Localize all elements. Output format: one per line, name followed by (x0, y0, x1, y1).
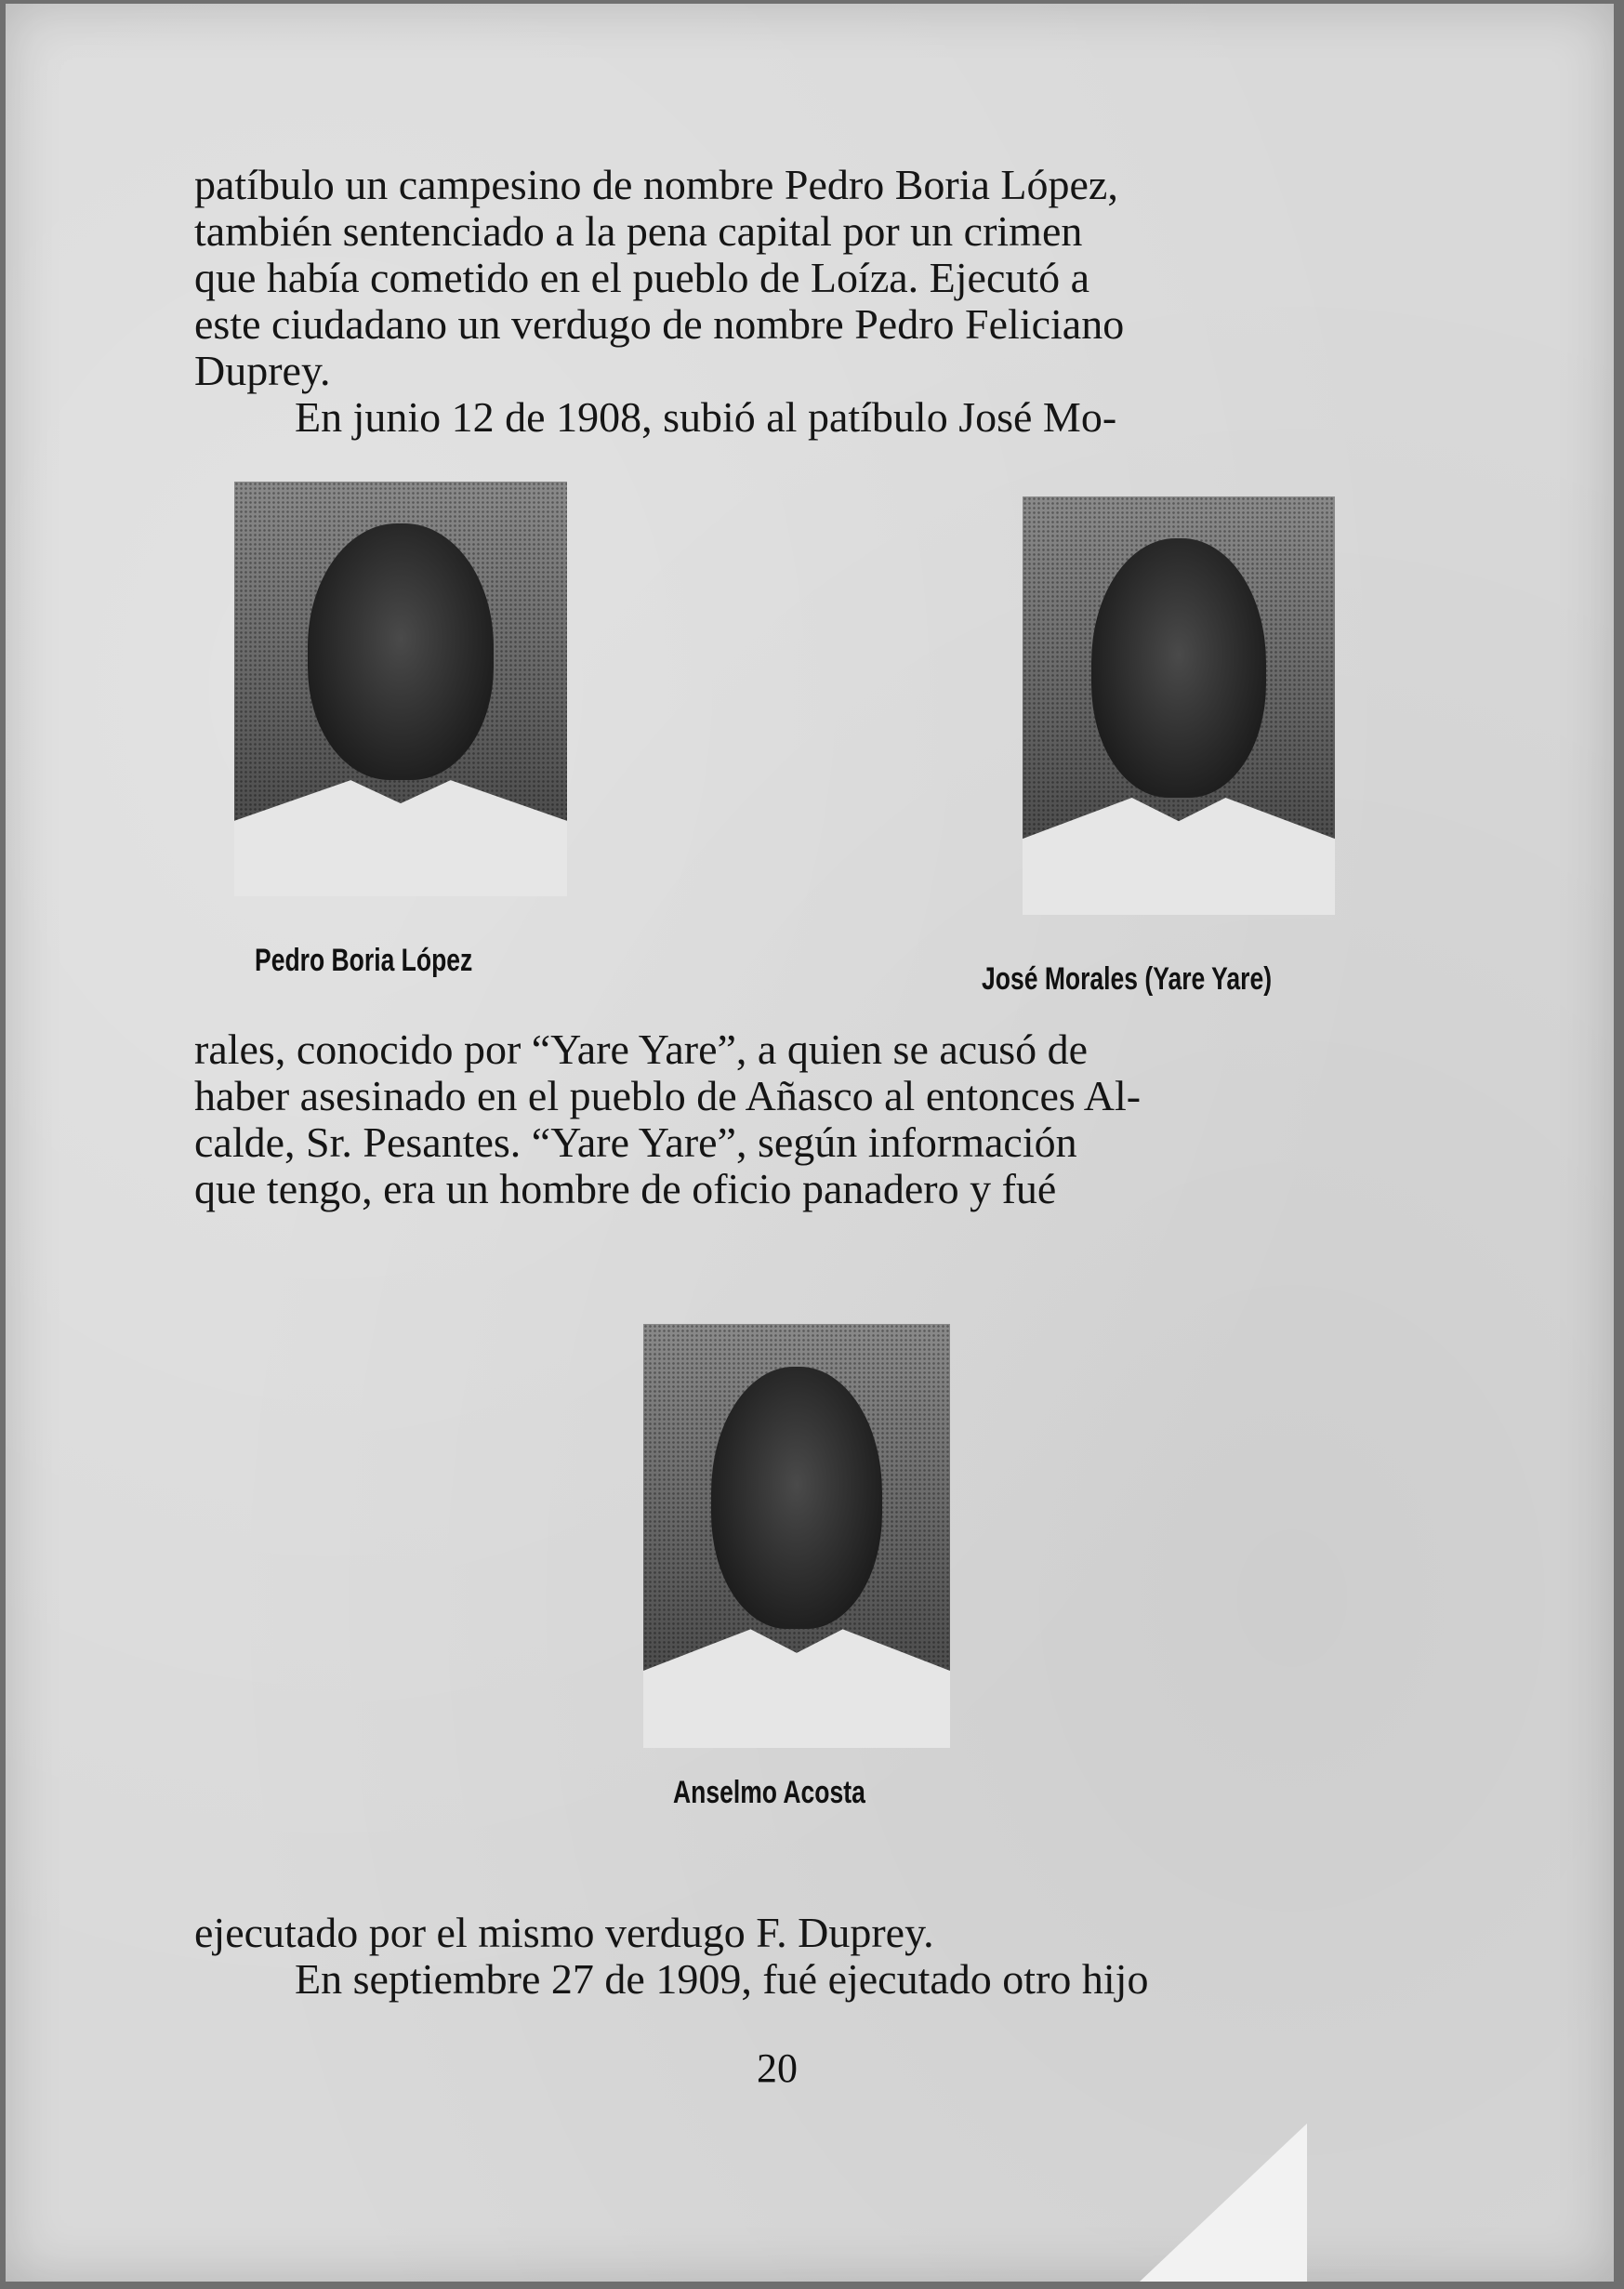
text-line: este ciudadano un verdugo de nombre Pedro Feliciano (194, 300, 1125, 348)
text-line: En septiembre 27 de 1909, fué ejecutado otro hijo (295, 1955, 1149, 2003)
text-paragraph-bottom (194, 1910, 1375, 2003)
portrait-head (308, 523, 494, 781)
portrait-shirt (234, 780, 567, 896)
text-line: también sentenciado a la pena capital por un crimen (194, 207, 1083, 255)
text-paragraph-top (194, 162, 1375, 441)
text-paragraph-middle (194, 1026, 1375, 1212)
photo-anselmo-acosta (643, 1324, 950, 1748)
text-line: que había cometido en el pueblo de Loíza. Ejecutó a (194, 254, 1090, 301)
portrait-head (1091, 538, 1266, 798)
photo-jose-morales (1023, 496, 1335, 915)
text-line: que tengo, era un hombre de oficio panadero y fué (194, 1165, 1057, 1212)
text-line: haber asesinado en el pueblo de Añasco al entonces Al- (194, 1072, 1142, 1119)
text-line: patíbulo un campesino de nombre Pedro Boria López, (194, 161, 1118, 208)
caption-pedro-boria-lopez: Pedro Boria López (255, 943, 473, 978)
torn-corner (1140, 2124, 1307, 2282)
caption-anselmo-acosta: Anselmo Acosta (673, 1775, 865, 1810)
portrait-shirt (643, 1629, 950, 1748)
text-line: ejecutado por el mismo verdugo F. Duprey. (194, 1909, 934, 1956)
book-page (6, 4, 1614, 2282)
text-line: Duprey. (194, 347, 331, 394)
photo-pedro-boria-lopez (234, 482, 567, 896)
caption-jose-morales: José Morales (Yare Yare) (982, 961, 1273, 997)
text-line: rales, conocido por “Yare Yare”, a quien se acusó de (194, 1025, 1089, 1073)
text-line: calde, Sr. Pesantes. “Yare Yare”, según información (194, 1118, 1077, 1166)
text-line: En junio 12 de 1908, subió al patíbulo José Mo- (295, 393, 1117, 441)
portrait-head (711, 1367, 883, 1630)
page-number: 20 (757, 2045, 798, 2091)
portrait-shirt (1023, 798, 1335, 915)
